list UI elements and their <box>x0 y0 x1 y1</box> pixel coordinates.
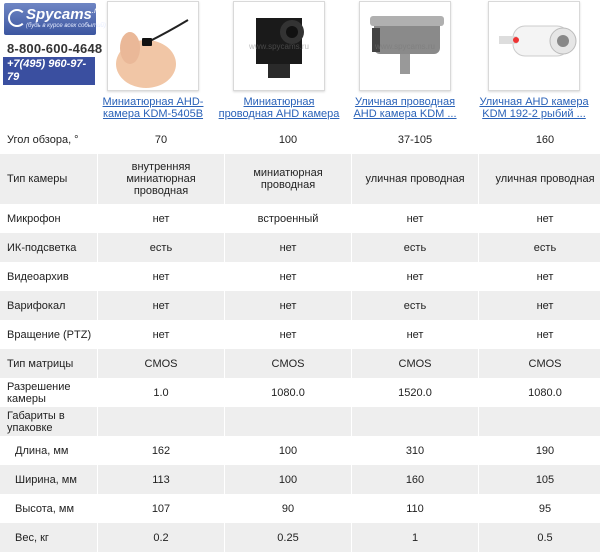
spec-label: Видеоархив <box>0 262 98 291</box>
spec-row-weight <box>0 523 600 552</box>
spec-value: 1520.0 <box>352 378 479 407</box>
product-link-3[interactable]: Уличная проводная AHD камера KDM ... <box>353 96 457 120</box>
product-image-3[interactable] <box>359 1 451 91</box>
spec-label: Угол обзора, ° <box>0 126 98 154</box>
spec-value <box>225 407 352 436</box>
spec-value: нет <box>352 204 479 233</box>
spec-value: есть <box>98 233 225 262</box>
spec-row-package-dimensions <box>0 407 600 436</box>
spec-label: Вес, кг <box>0 523 98 552</box>
spec-row-height <box>0 494 600 523</box>
spec-value: нет <box>225 233 352 262</box>
spec-label: Разрешение камеры <box>0 378 98 407</box>
spec-value: CMOS <box>352 349 479 378</box>
spec-value: 310 <box>352 436 479 465</box>
spec-value: 1080.0 <box>479 378 600 407</box>
spec-value: 1 <box>352 523 479 552</box>
spec-value: 0.5 <box>479 523 600 552</box>
spec-label: Высота, мм <box>0 494 98 523</box>
spec-label: Вращение (PTZ) <box>0 320 98 349</box>
spec-value: нет <box>225 291 352 320</box>
spec-label: Тип матрицы <box>0 349 98 378</box>
product-link-4[interactable]: Уличная AHD камера KDM 192-2 рыбий ... <box>479 96 589 120</box>
spec-value: нет <box>98 262 225 291</box>
spec-row-ir-illumination <box>0 233 600 262</box>
spec-row-microphone <box>0 204 600 233</box>
phone-box <box>3 57 95 109</box>
logo-text: Spycams <box>26 6 92 23</box>
product-column-1 <box>90 0 216 120</box>
spec-value <box>479 407 600 436</box>
spec-value: 100 <box>225 436 352 465</box>
spec-value: нет <box>98 320 225 349</box>
spec-value: 160 <box>479 126 600 154</box>
spec-value: CMOS <box>479 349 600 378</box>
spec-value: 105 <box>479 465 600 494</box>
spec-value: есть <box>352 291 479 320</box>
phone-2: +7(495) 720-69-77 <box>7 84 87 109</box>
spec-row-video-archive <box>0 262 600 291</box>
spec-value: 0.25 <box>225 523 352 552</box>
product-image-2[interactable] <box>233 1 325 91</box>
phone-main: 8-800-600-4648 <box>7 41 103 56</box>
spec-value: 95 <box>479 494 600 523</box>
spec-value: 190 <box>479 436 600 465</box>
logo-suffix: .ru <box>91 6 102 15</box>
spec-label: Ширина, мм <box>0 465 98 494</box>
bullet-camera-white-icon <box>489 2 579 90</box>
spec-label: Микрофон <box>0 204 98 233</box>
spec-row-resolution <box>0 378 600 407</box>
spec-label: Варифокал <box>0 291 98 320</box>
spec-value: нет <box>225 320 352 349</box>
spec-value: нет <box>225 262 352 291</box>
spec-value: миниатюрная проводная <box>225 154 352 204</box>
mini-camera-in-hand-icon <box>108 2 198 90</box>
spec-value: 160 <box>352 465 479 494</box>
spec-value: 113 <box>98 465 225 494</box>
spec-value: 100 <box>225 126 352 154</box>
spec-value: уличная проводная <box>352 154 479 204</box>
spec-row-sensor-type <box>0 349 600 378</box>
watermark-2: www.spycams.ru <box>248 42 309 51</box>
spec-value: 1.0 <box>98 378 225 407</box>
phone-1: +7(495) 960-97-79 <box>7 58 87 83</box>
spec-value: 90 <box>225 494 352 523</box>
spec-value: CMOS <box>225 349 352 378</box>
product-image-4[interactable] <box>488 1 580 91</box>
spec-value: CMOS <box>98 349 225 378</box>
spec-value: нет <box>479 291 600 320</box>
product-header <box>0 0 600 124</box>
spec-row-varifocal <box>0 291 600 320</box>
spec-table <box>0 126 600 552</box>
spec-value: нет <box>98 291 225 320</box>
spec-value: 162 <box>98 436 225 465</box>
spec-value: 110 <box>352 494 479 523</box>
spec-value: 107 <box>98 494 225 523</box>
spec-value: уличная проводная <box>479 154 600 204</box>
product-image-1[interactable] <box>107 1 199 91</box>
spec-value: 100 <box>225 465 352 494</box>
product-link-1[interactable]: Миниатюрная AHD-камера KDM-5405B <box>102 96 204 120</box>
product-link-2[interactable]: Миниатюрная проводная AHD камера <box>218 96 340 120</box>
spec-label: Длина, мм <box>0 436 98 465</box>
spec-value: нет <box>352 320 479 349</box>
spec-value: 1080.0 <box>225 378 352 407</box>
watermark-3: www.spycams.ru <box>374 42 435 51</box>
spec-label: ИК-подсветка <box>0 233 98 262</box>
spec-row-ptz <box>0 320 600 349</box>
spec-value: нет <box>352 262 479 291</box>
spec-value: нет <box>479 262 600 291</box>
product-column-2 <box>216 0 342 132</box>
spec-value: 0.2 <box>98 523 225 552</box>
spec-value: 37-105 <box>352 126 479 154</box>
spec-value: нет <box>479 320 600 349</box>
spec-value: 70 <box>98 126 225 154</box>
logo-tagline: (будь в курсе всех событий) <box>26 23 106 29</box>
spec-value: есть <box>352 233 479 262</box>
spec-value <box>98 407 225 436</box>
spec-value: встроенный <box>225 204 352 233</box>
spec-row-width <box>0 465 600 494</box>
spec-label: Габариты в упаковке <box>0 407 98 436</box>
product-column-4 <box>468 0 600 120</box>
spec-row-viewing-angle <box>0 126 600 154</box>
spec-value: есть <box>479 233 600 262</box>
logo-swirl-icon <box>8 9 26 27</box>
spec-value: внутренняя миниатюрная проводная <box>98 154 225 204</box>
spec-value: нет <box>479 204 600 233</box>
spec-value <box>352 407 479 436</box>
spec-label: Тип камеры <box>0 154 98 204</box>
spec-row-length <box>0 436 600 465</box>
spycams-logo[interactable] <box>4 3 106 35</box>
spec-value: нет <box>98 204 225 233</box>
product-column-3 <box>342 0 468 120</box>
spec-row-camera-type <box>0 154 600 204</box>
